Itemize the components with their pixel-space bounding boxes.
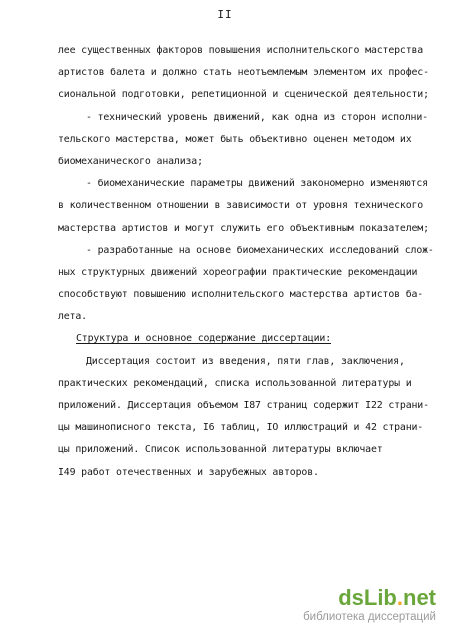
dslib-logo [303,586,436,610]
text-line: практических рекомендаций, списка использованной литературы и [58,377,412,389]
text-line: тельского мастерства, может быть объективно оценен методом их [58,133,412,145]
text-line: приложений. Диссертация объемом I87 страниц содержит I22 страни- [58,400,429,411]
text-line: мастерства артистов и могут служить его объективным показателем; [58,222,429,234]
text-line: - разработанные на основе биомеханических исследований слож- [86,244,434,256]
text-line: биомеханического анализа; [58,155,203,167]
text-line: в количественном отношении в зависимости от уровня технического [58,200,424,212]
logo-main: dsLib [338,585,397,610]
document-body [58,40,434,484]
thesis-item-technical-level [58,107,428,174]
text-line: артистов балета и должно стать неотъемлемым элементом их профес- [58,67,429,79]
watermark-caption: библиотека диссертаций [303,611,436,623]
text-line: Диссертация состоит из введения, пяти глав, заключения, [86,355,405,367]
page-number: II [217,8,233,21]
text-line: лее существенных факторов повышения исполнительского мастерства [58,45,424,56]
paragraph-continuation [58,40,428,107]
section-heading-line [58,328,428,350]
dslib-watermark[interactable] [303,586,436,624]
text-line: цы машинописного текста, I6 таблиц, IO иллюстраций и 42 страни- [58,422,424,434]
thesis-item-recommendations [58,240,434,329]
thesis-item-biomechanical-parameters [58,173,428,240]
logo-dot: . [396,585,403,610]
text-line: ных структурных движений хореографии практические рекомендации [58,266,418,278]
text-line: сиональной подготовки, репетиционной и сценической деятельности; [58,89,429,101]
text-line: - биомеханические параметры движений закономерно изменяются [86,178,428,190]
text-line: - технический уровень движений, как одна из сторон исполни- [86,111,428,123]
dissertation-structure-paragraph [58,351,428,484]
text-line: способствуют повышению исполнительского мастерства артистов ба- [58,289,424,301]
section-heading: Структура и основное содержание диссертации: [76,333,331,345]
logo-tld: net [403,585,436,610]
text-line: лета. [58,311,87,323]
text-line: I49 работ отечественных и зарубежных авторов. [58,466,319,478]
text-line: цы приложений. Список использованной литературы включает [58,444,383,456]
